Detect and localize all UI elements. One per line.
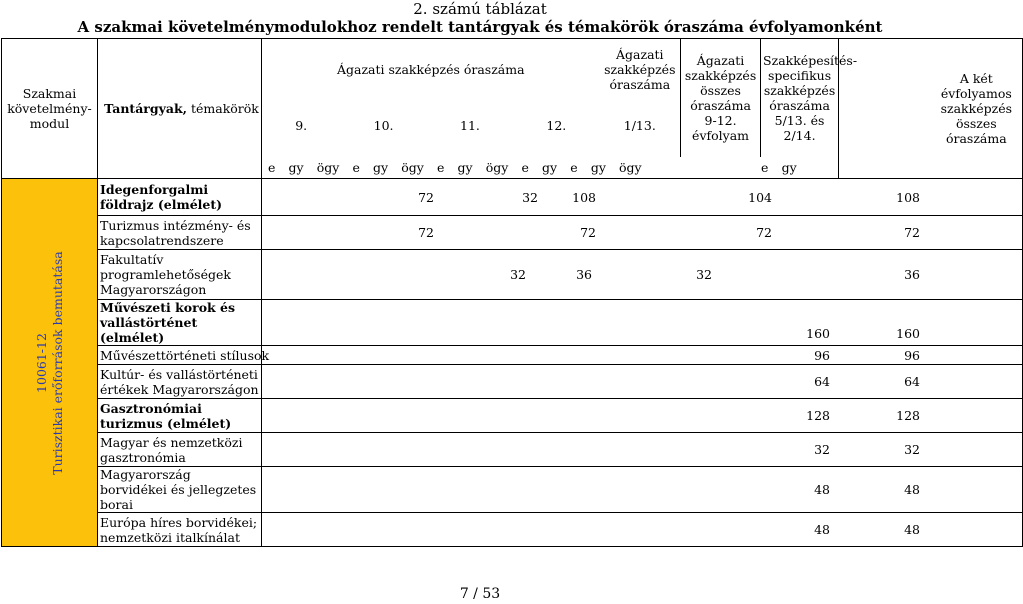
year-12: 12.	[546, 117, 567, 133]
value: 32	[696, 267, 712, 282]
year-10: 10.	[373, 117, 394, 133]
value: 32	[510, 267, 526, 282]
value: 108	[896, 189, 920, 205]
value: 72	[418, 189, 434, 205]
value: 128	[806, 408, 830, 423]
value: 104	[748, 189, 772, 205]
header-szakkepesites: Szakképesítés-specifikus szakképzés óraszáma 5/13. és 2/14.	[761, 39, 839, 157]
header-agazati2-group	[600, 39, 681, 157]
header-agazati-group	[262, 39, 600, 157]
table-row	[2, 250, 1023, 300]
table-row	[2, 365, 1023, 399]
table-row	[2, 467, 1023, 513]
subject-label: Magyarország borvidékei és jellegzetes borai	[98, 467, 262, 513]
subject-label: Művészeti korok és vallástörténet (elmélet)	[98, 300, 262, 346]
subject-label: Magyar és nemzetközi gasztronómia	[98, 433, 262, 467]
module-name: Turisztikai erőforrások bemutatása	[49, 250, 65, 475]
module-code: 10061-12	[33, 332, 49, 393]
value: 108	[572, 189, 596, 205]
value: 72	[756, 225, 772, 240]
subject-label: Turizmus intézmény- és kapcsolatrendszere	[98, 216, 262, 250]
value: 32	[522, 189, 538, 205]
table-row	[2, 300, 1023, 346]
value: 72	[418, 225, 434, 240]
value: 32	[814, 442, 830, 457]
value: 96	[904, 347, 920, 363]
table-row	[2, 216, 1023, 250]
year-9: 9.	[295, 117, 308, 133]
table-caption: 2. számú táblázat	[413, 0, 547, 18]
subject-label: Fakultatív programlehetőségek Magyarországon	[98, 250, 262, 300]
table-row	[2, 346, 1023, 365]
value: 96	[814, 347, 830, 363]
value: 32	[904, 442, 920, 457]
table-title: A szakmai követelménymodulokhoz rendelt tantárgyak és témakörök óraszáma évfolyamonként	[77, 18, 883, 36]
header-agazati: Ágazati szakképzés óraszáma	[336, 61, 525, 77]
hours-table	[1, 38, 1023, 547]
letters-row: e gy ögy e gy ögy e gy ögy e gy e gy ögy e gy	[2, 157, 1023, 179]
value: 64	[904, 374, 920, 389]
value: 64	[814, 374, 830, 389]
table-row	[2, 399, 1023, 433]
value: 160	[806, 325, 830, 341]
header-subject: Tantárgyak, témakörök	[98, 39, 262, 179]
value: 48	[814, 482, 830, 497]
value: 36	[576, 267, 592, 282]
module-cell	[2, 179, 98, 547]
table-row	[2, 513, 1023, 547]
value: 36	[904, 267, 920, 282]
page-number: 7 / 53	[459, 586, 501, 602]
value: 72	[580, 225, 596, 240]
value: 48	[814, 522, 830, 537]
subject-label: Idegenforgalmi földrajz (elmélet)	[98, 179, 262, 216]
subject-label: Gasztronómiai turizmus (elmélet)	[98, 399, 262, 433]
subject-label: Európa híres borvidékei; nemzetközi italkínálat	[98, 513, 262, 547]
value: 48	[904, 522, 920, 537]
year-11: 11.	[460, 117, 480, 133]
header-agazati2: Ágazati szakképzés óraszáma	[604, 46, 676, 92]
value: 128	[896, 408, 920, 423]
value: 48	[904, 482, 920, 497]
table-row	[2, 433, 1023, 467]
value: 160	[896, 325, 920, 341]
year-1-13: 1/13.	[623, 117, 656, 133]
subject-label: Kultúr- és vallástörténeti értékek Magyarországon	[98, 365, 262, 399]
value: 72	[904, 225, 920, 240]
header-ket-evf: A két évfolyamos szakképzés összes óraszáma	[839, 39, 1023, 179]
subject-label: Művészettörténeti stílusok	[98, 346, 262, 365]
header-modul: Szakmai követelmény-modul	[2, 39, 98, 179]
header-agazati-osszes: Ágazati szakképzés összes óraszáma 9-12. évfolyam	[681, 39, 761, 157]
table-row	[2, 179, 1023, 216]
